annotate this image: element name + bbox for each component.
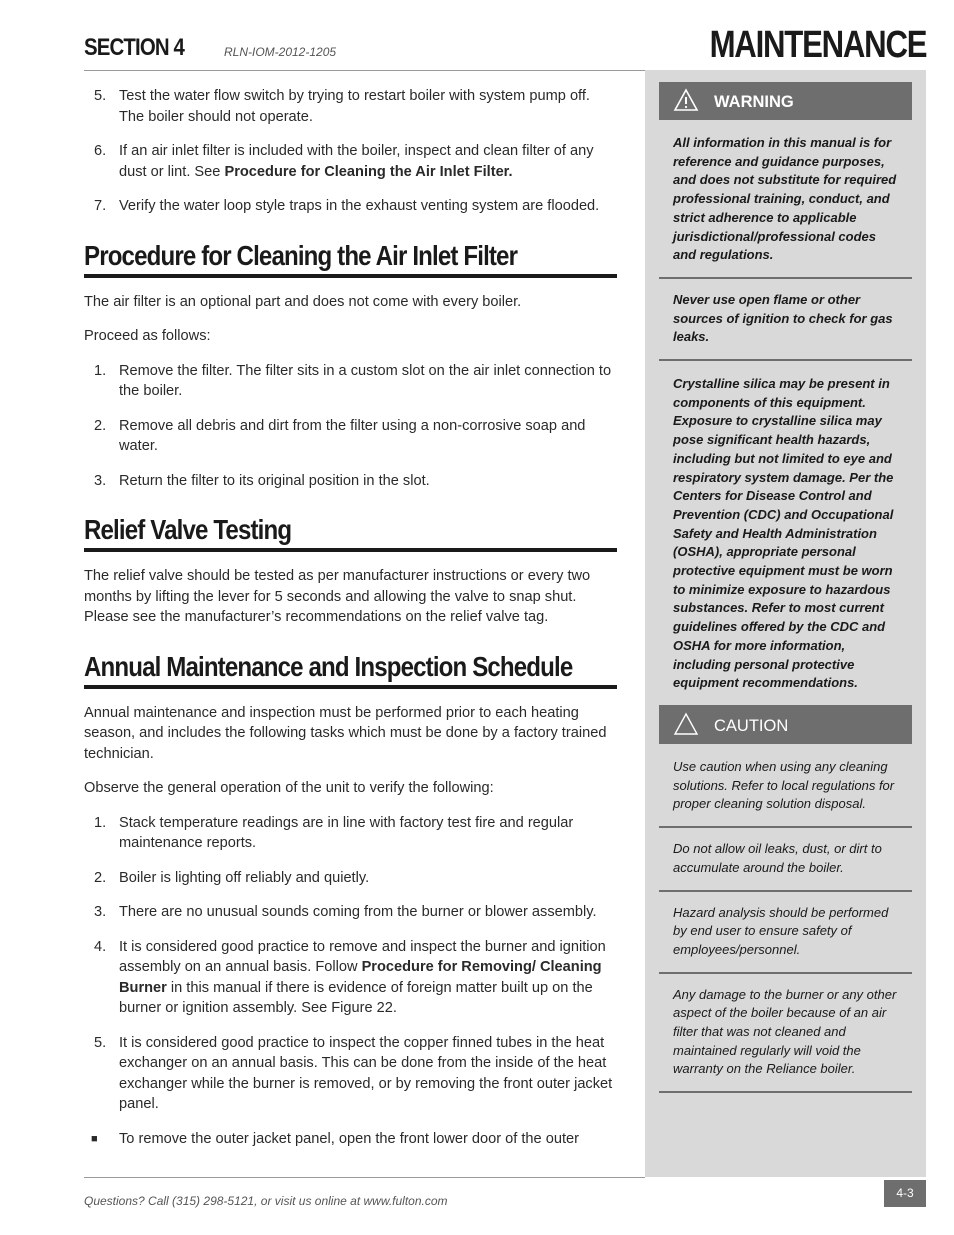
warning-triangle-icon xyxy=(673,88,699,112)
list-item: 1. Remove the filter. The filter sits in a custom slot on the air inlet connection to the boiler. xyxy=(94,362,612,399)
paragraph: Observe the general operation of the unit to verify the following: xyxy=(84,780,494,796)
section-label: SECTION 4 xyxy=(84,34,185,61)
air-filter-steps xyxy=(84,361,617,492)
list-item: 4. It is considered good practice to remove and inspect the burner and ignition assembly on an annual basis. Follow Procedure for Removing/ Cleaning Burner in this manual if there is evidence of foreign matter built up on the burner or ignition assembly. See Figure 22. xyxy=(94,938,606,1016)
footer-divider xyxy=(84,1177,645,1178)
list-item: 5. It is considered good practice to inspect the copper finned tubes in the heat exchanger on an annual basis. This can be done from the inside of the heat exchanger while the burner is removed, or by removing the front outer jacket panel. xyxy=(94,1034,613,1112)
caution-note: Any damage to the burner or any other aspect of the boiler because of an air filter that was not cleaned and maintained regularly will void the warranty on the Reliance boiler. xyxy=(659,974,912,1094)
list-item: 2. Boiler is lighting off reliably and quietly. xyxy=(94,869,370,886)
list-item: 3. There are no unusual sounds coming from the burner or blower assembly. xyxy=(94,904,597,920)
warning-header xyxy=(659,82,912,120)
main-column xyxy=(84,86,617,1163)
caution-note: Use caution when using any cleaning solutions. Refer to local regulations for proper cleaning solution disposal. xyxy=(659,748,912,828)
heading-annual-maintenance: Annual Maintenance and Inspection Schedule xyxy=(84,650,617,689)
caution-note: Do not allow oil leaks, dust, or dirt to accumulate around the boiler. xyxy=(659,828,912,891)
paragraph: Annual maintenance and inspection must be performed prior to each heating season, and includes the following tasks which must be done by a factory trained technician. xyxy=(84,704,607,762)
bullet-square-icon: ■ xyxy=(91,1132,98,1145)
page-number: 4-3 xyxy=(884,1180,926,1207)
warning-notes xyxy=(659,124,912,707)
warning-note: Never use open flame or other sources of ignition to check for gas leaks. xyxy=(659,279,912,361)
footer-contact: Questions? Call (315) 298-5121, or visit us online at www.fulton.com xyxy=(84,1194,448,1208)
list-item: 6. If an air inlet filter is included with the boiler, inspect and clean filter of any dust or lint. See Procedure for Cleaning the Air Inlet Filter. xyxy=(94,143,594,180)
caution-triangle-icon xyxy=(673,712,699,736)
list-item: 3. Return the filter to its original position in the slot. xyxy=(94,472,430,489)
cross-reference: Procedure for Removing/ Cleaning Burner xyxy=(119,959,602,996)
heading-relief-valve: Relief Valve Testing xyxy=(84,513,617,552)
caution-notes xyxy=(659,748,912,1093)
list-item: 7. Verify the water loop style traps in the exhaust venting system are flooded. xyxy=(94,198,600,214)
list-item: ■ To remove the outer jacket panel, open the front lower door of the outer xyxy=(84,1129,617,1150)
section-title: MAINTENANCE xyxy=(709,24,926,66)
caution-note: Hazard analysis should be performed by end user to ensure safety of employees/personnel. xyxy=(659,892,912,974)
warning-label: WARNING xyxy=(714,93,794,111)
caution-label: CAUTION xyxy=(714,717,789,735)
paragraph: The air filter is an optional part and does not come with every boiler. xyxy=(84,293,522,310)
page-header xyxy=(84,0,926,71)
warning-note: Crystalline silica may be present in components of this equipment. Exposure to crystalline silica may pose significant health hazards, including but not limited to eye and respiratory system damage. Per the Centers for Disease Control and Prevention (CDC) and Occupational Safety and Health Administration (OSHA), appropriate personal protective equipment must be worn to minimize exposure to hazardous substances. Refer to most current guidelines offered by the CDC and OSHA for more information, including personal protective equipment recommendations. xyxy=(659,361,912,707)
annual-steps xyxy=(84,813,617,1115)
caution-header xyxy=(659,706,912,744)
heading-air-filter: Procedure for Cleaning the Air Inlet Filter xyxy=(84,239,617,278)
list-item: 5. Test the water flow switch by trying to restart boiler with system pump off. The boiler should not operate. xyxy=(94,88,590,125)
safety-sidebar xyxy=(645,70,926,1177)
bullet-list xyxy=(84,1129,617,1150)
paragraph: The relief valve should be tested as per manufacturer instructions or every two months by lifting the lever for 5 seconds and allowing the valve to snap shut. Please see the manufacturer’s recommendations on the relief valve tag. xyxy=(84,568,591,625)
list-item: 1. Stack temperature readings are in line with factory test fire and regular maintenance reports. xyxy=(94,814,574,851)
paragraph: Proceed as follows: xyxy=(84,328,211,344)
warning-note: All information in this manual is for reference and guidance purposes, and does not substitute for required professional training, conduct, and strict adherence to applicable jurisdictional/professional codes and regulations. xyxy=(659,124,912,279)
list-item: 2. Remove all debris and dirt from the filter using a non-corrosive soap and water. xyxy=(94,417,586,454)
document-code: RLN-IOM-2012-1205 xyxy=(224,45,337,59)
cross-reference: Procedure for Cleaning the Air Inlet Filter. xyxy=(224,163,513,180)
intro-steps xyxy=(84,86,617,217)
